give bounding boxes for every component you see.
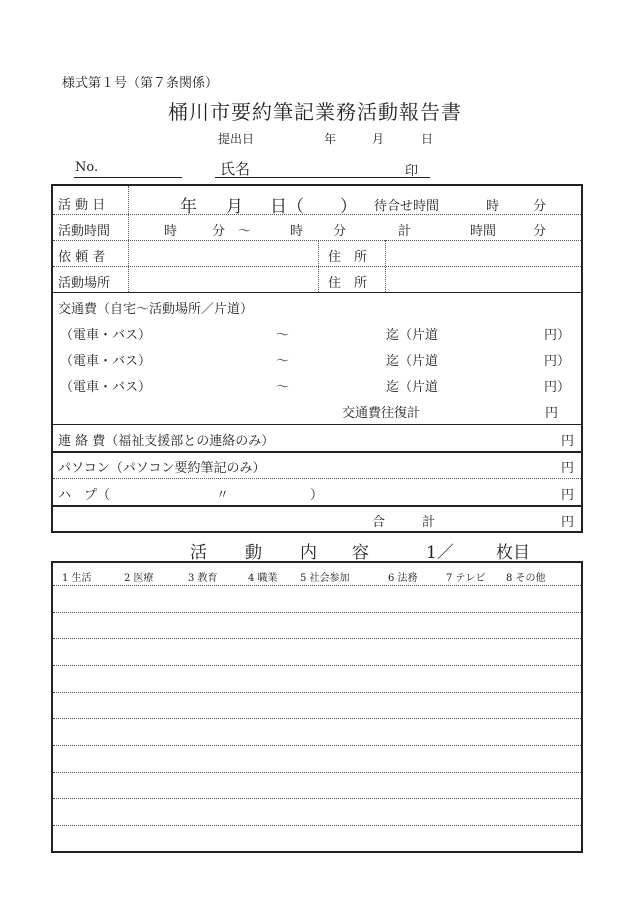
- transport-tilde: ～: [276, 354, 290, 369]
- page-number: 1／: [426, 543, 454, 563]
- row-divider: [53, 240, 581, 241]
- row-divider: [53, 478, 581, 479]
- writing-line: [53, 612, 581, 613]
- requester-label: 依 頼 者: [58, 250, 106, 265]
- seal-label: 印: [405, 164, 419, 179]
- writing-line: [53, 665, 581, 666]
- row-divider: [53, 214, 581, 215]
- submission-month-unit: 月: [372, 132, 385, 146]
- section-divider: [52, 424, 582, 425]
- transport-heading: 交通費（自宅～活動場所／片道）: [58, 302, 254, 317]
- writing-line: [53, 772, 581, 773]
- transport-yen: 円）: [544, 380, 571, 395]
- start-hour-unit: 時: [164, 224, 178, 239]
- writing-line: [53, 638, 581, 639]
- hub-fee-close: ）: [310, 488, 324, 503]
- activity-date-label: 活 動 日: [58, 198, 106, 213]
- transport-destination: 迄（片道: [386, 354, 439, 369]
- category-item: 4 職業: [248, 573, 278, 584]
- activity-month-unit: 月: [226, 197, 243, 217]
- transport-destination: 迄（片道: [386, 328, 439, 343]
- total-hours-unit: 時間: [470, 224, 497, 239]
- meeting-hour-unit: 時: [486, 199, 500, 214]
- grand-total-label-b: 計: [422, 515, 436, 530]
- activity-heading-char: 内: [300, 543, 317, 563]
- activity-heading-char: 動: [245, 543, 262, 563]
- meeting-time-label: 待合せ時間: [374, 199, 440, 214]
- category-item: 3 教育: [188, 573, 218, 584]
- transport-tilde: ～: [276, 328, 290, 343]
- venue-address-label: 住 所: [328, 276, 368, 291]
- writing-line: [53, 692, 581, 693]
- no-field-underline[interactable]: [74, 177, 182, 178]
- hub-ditto-mark: 〃: [216, 488, 230, 503]
- activity-heading-char: 容: [352, 543, 369, 563]
- name-label: 氏名: [220, 160, 251, 178]
- end-minute-unit: 分: [333, 224, 347, 239]
- pc-fee-label: パソコン（パソコン要約筆記のみ）: [58, 461, 266, 476]
- grand-total-label-a: 合: [372, 515, 386, 530]
- transport-mode: （電車・バス）: [60, 380, 152, 395]
- name-field-underline[interactable]: [215, 177, 430, 178]
- category-item: 1 生活: [62, 573, 92, 584]
- requester-address-label: 住 所: [328, 250, 368, 265]
- transport-roundtrip-yen: 円: [545, 406, 559, 421]
- activity-day-unit: 日（: [270, 197, 304, 217]
- category-item: 2 医療: [124, 573, 154, 584]
- transport-roundtrip-label: 交通費往復計: [342, 406, 421, 421]
- category-item: 6 法務: [388, 573, 418, 584]
- activity-heading-char: 活: [190, 543, 207, 563]
- activity-time-label: 活動時間: [58, 224, 111, 239]
- label-column-divider: [128, 186, 129, 292]
- section-divider: [52, 292, 582, 293]
- writing-line: [53, 745, 581, 746]
- hub-fee-label: ハ プ（: [58, 488, 111, 503]
- submission-date-label: 提出日: [218, 132, 255, 146]
- venue-label: 活動場所: [58, 276, 111, 291]
- category-item: 8 その他: [506, 573, 546, 584]
- transport-mode: （電車・バス）: [60, 328, 152, 343]
- category-item: 7 テレビ: [446, 573, 486, 584]
- activity-content-box[interactable]: [51, 561, 583, 853]
- time-range-tilde: ～: [238, 224, 252, 239]
- section-divider: [52, 505, 582, 507]
- pc-fee-yen: 円: [561, 461, 575, 476]
- total-label: 計: [398, 224, 412, 239]
- submission-year-unit: 年: [324, 132, 337, 146]
- total-minutes-unit: 分: [533, 224, 547, 239]
- end-hour-unit: 時: [290, 224, 304, 239]
- form-number: 様式第１号（第７条関係）: [62, 76, 219, 91]
- meeting-minute-unit: 分: [533, 199, 547, 214]
- writing-line: [53, 585, 581, 586]
- section-divider: [52, 451, 582, 453]
- transport-yen: 円）: [544, 354, 571, 369]
- page-title: 桶川市要約筆記業務活動報告書: [168, 100, 462, 124]
- transport-mode: （電車・バス）: [60, 354, 152, 369]
- writing-line: [53, 718, 581, 719]
- address-column-divider: [318, 240, 319, 292]
- transport-tilde: ～: [276, 380, 290, 395]
- writing-line: [53, 825, 581, 826]
- page-count-label: 枚目: [496, 543, 530, 563]
- no-label: No.: [75, 160, 99, 175]
- hub-fee-yen: 円: [561, 488, 575, 503]
- writing-line: [53, 798, 581, 799]
- activity-weekday-close: ）: [340, 197, 357, 217]
- row-divider: [53, 266, 581, 267]
- start-minute-unit: 分: [212, 224, 226, 239]
- grand-total-yen: 円: [561, 515, 575, 530]
- activity-year-unit: 年: [180, 197, 197, 217]
- transport-yen: 円）: [544, 328, 571, 343]
- address-column-divider: [385, 240, 386, 292]
- contact-fee-yen: 円: [561, 434, 575, 449]
- submission-day-unit: 日: [421, 132, 434, 146]
- category-item: 5 社会参加: [300, 573, 350, 584]
- contact-fee-label: 連 絡 費（福祉支援部との連絡のみ）: [58, 434, 275, 449]
- transport-destination: 迄（片道: [386, 380, 439, 395]
